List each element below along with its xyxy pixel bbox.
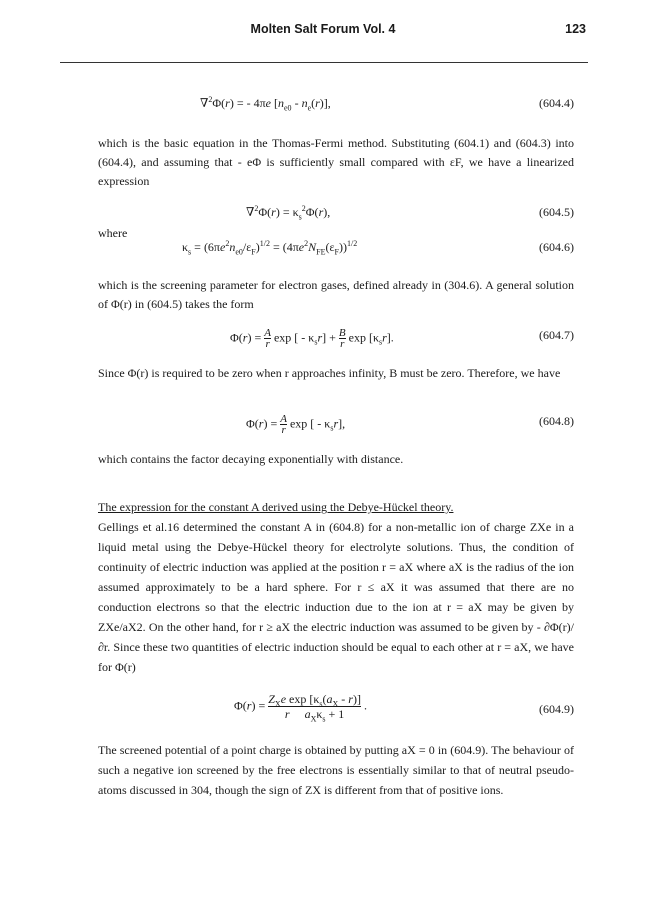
running-header (60, 22, 586, 44)
paragraph-text: which contains the factor decaying exponentially with distance. (98, 452, 404, 466)
equation-number: (604.5) (539, 205, 574, 219)
paragraph-text: Gellings et al.16 determined the constant A in (604.8) for a non-metallic ion of charge ZXe in a liquid metal using the Debye-Hückel theory for electrolyte solutions. Thus, the condition of continuity of electric induction was applied at the position r = aX where aX is the radius of the ion assumed approximately to be a hard sphere. For r ≤ aX it was assumed that there are no conduction electrons so that the electric induction due to the ion at r = aX may be given by ZXe/aX2. On the other hand, for r ≥ aX the electric induction was assumed to be given by - ∂Φ(r)/∂r. Since these two quantities of electric induction should be equal to each other at r = aX, we have for Φ(r) (98, 520, 574, 674)
equation-604-7: Φ(r) = $\frac{A}{r}$ exp [ - $\kappa_sr$] + $\frac{B}{r}$ $\exp [\kappa_sr]$. (604.7) (230, 327, 574, 350)
header-rule (60, 62, 588, 63)
paragraph-5 (98, 517, 574, 677)
equation-604-4: ∇$^2$Φ(r) = - 4πe $[n_{e0} - n_e(r)]$, (604.4) (200, 95, 574, 113)
paragraph-text: which is the screening parameter for electron gases, defined already in (304.6). A general solution of Φ(r) in (604.5) takes the form (98, 278, 574, 311)
heading-text: The expression for the constant A derived using the Debye-Hückel theory. (98, 500, 454, 514)
paragraph-text: which is the basic equation in the Thomas-Fermi method. Substituting (604.1) and (604.3) into (604.4), and assuming that - eΦ is sufficiently small compared with εF, we have a linearized expression (98, 136, 574, 188)
equation-604-6: $\kappa_s = (6\pi e^2n_{e0}/\varepsilon_F)^{1/2} = (4\pi e^2N_{FE}(\varepsilon_F))^{1/2}$ (604.6) (182, 239, 574, 257)
journal-title: Molten Salt Forum Vol. 4 (250, 22, 396, 36)
equation-604-9: Φ(r) = $Z_Xe$ $\exp [\kappa_s(a_X - r)]$ r $a_X\kappa_s + 1$ . (604.9) (234, 692, 574, 724)
equation-604-5: $\nabla^2\Phi(r) = \kappa_s^2\Phi(r)$, (604.5) (246, 204, 574, 222)
equation-number: (604.6) (539, 240, 574, 254)
equation-number: (604.4) (539, 96, 574, 110)
paragraph-text: Since Φ(r) is required to be zero when r approaches infinity, B must be zero. Therefore, we have (98, 366, 561, 380)
page-number: 123 (565, 22, 586, 36)
paragraph-6 (98, 740, 574, 800)
paragraph-3 (98, 364, 574, 383)
paragraph-1 (98, 134, 574, 191)
paragraph-text: The screened potential of a point charge is obtained by putting aX = 0 in (604.9). The behaviour of such a negative ion screened by the free electrons is essentially similar to that of neutral pseudo-atoms discussed in 304, though the sign of ZX is different from that of positive ions. (98, 743, 574, 797)
paragraph-2 (98, 276, 574, 314)
equation-number: (604.9) (539, 702, 574, 716)
paragraph-4 (98, 450, 574, 469)
equation-604-8: Φ(r) = $\frac{A}{r}$ exp [ - $\kappa_sr$], (604.8) (246, 413, 574, 436)
section-heading (98, 498, 574, 517)
equation-number: (604.7) (539, 328, 574, 342)
equation-number: (604.8) (539, 414, 574, 428)
where-text: where (98, 226, 128, 240)
